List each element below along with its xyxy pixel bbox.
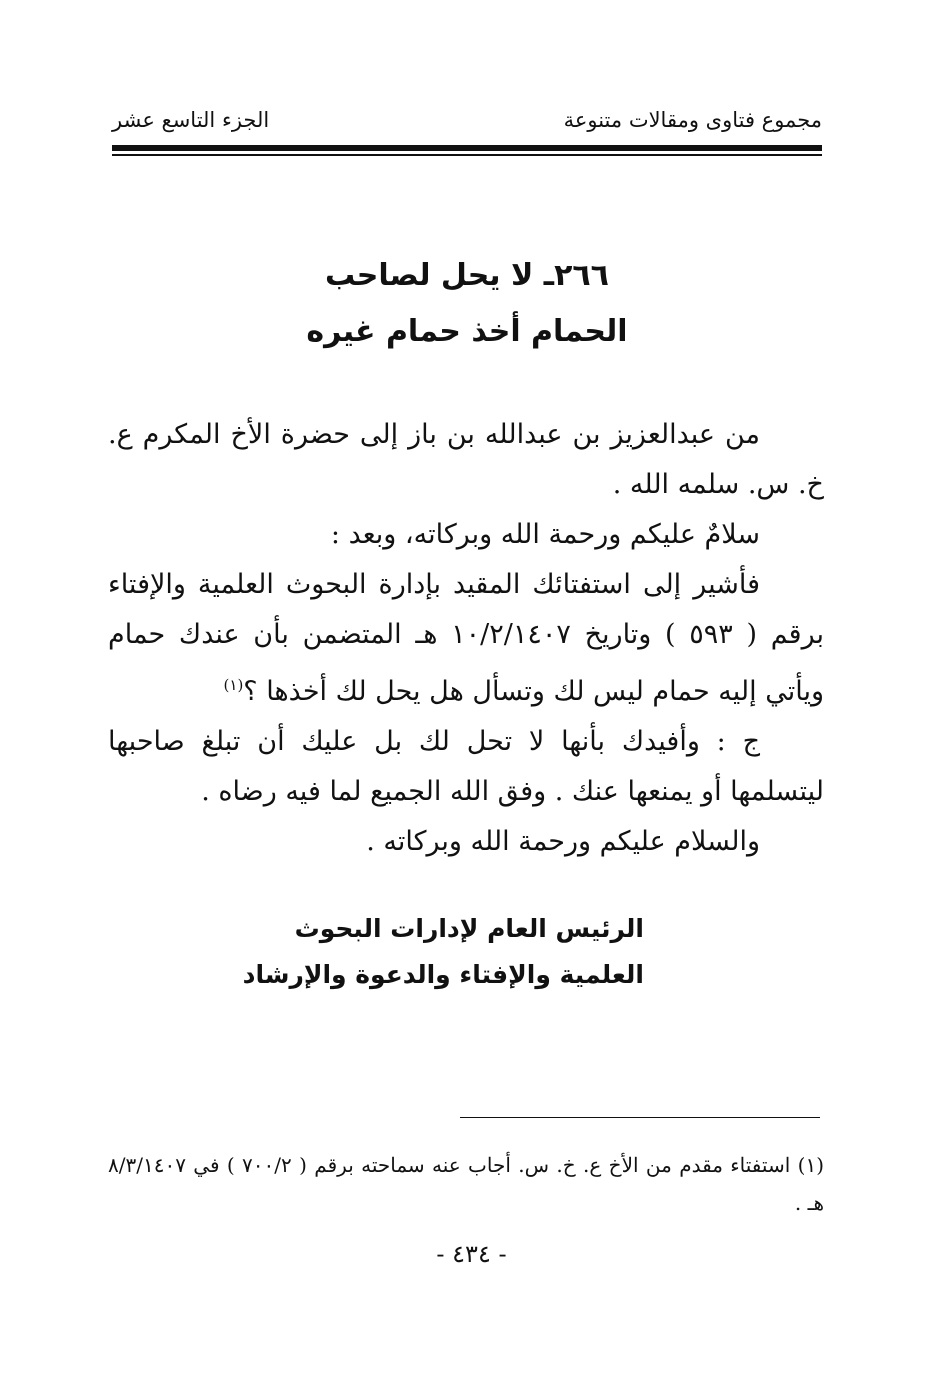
question-text: فأشير إلى استفتائك المقيد بإدارة البحوث العلمية والإفتاء برقم ( ٥٩٣ ) وتاريخ ١٠/٢/١٤٠٧ هـ المتضمن بأن عندك حمام ويأتي إليه حمام ليس لك وتسأل هل يحل لك أخذها ؟ (108, 569, 824, 707)
footnote-separator (460, 1117, 820, 1118)
signature-block (112, 906, 822, 998)
title-line-2: الحمام أخذ حمام غيره (306, 314, 628, 349)
signature-line-2: العلمية والإفتاء والدعوة والإرشاد (242, 960, 644, 989)
letter-answer: ج : وأفيدك بأنها لا تحل لك بل عليك أن تبلغ صاحبها ليتسلمها أو يمنعها عنك . وفق الله الجميع لما فيه رضاه . (108, 726, 824, 807)
signature-line-1: الرئيس العام لإدارات البحوث (294, 914, 644, 943)
letter-greeting: سلامٌ عليكم ورحمة الله وبركاته، وبعد : (330, 519, 760, 550)
footnote-reference: (١) (223, 676, 244, 694)
volume-label: الجزء التاسع عشر (112, 108, 270, 132)
letter-question (108, 560, 824, 717)
footnote-text: (١) استفتاء مقدم من الأخ ع. خ. س. أجاب عنه سماحته برقم ( ٧٠٠/٢ ) في ٨/٣/١٤٠٧ هـ . (108, 1153, 824, 1215)
letter-body (108, 410, 824, 867)
title-line-1: ٢٦٦ـ لا يحل لصاحب (325, 258, 609, 293)
page-number: - ٤٣٤ - (436, 1240, 507, 1268)
header-rule-thick (112, 145, 822, 151)
article-title (112, 248, 822, 360)
header-rule-thin (112, 154, 822, 156)
letter-closing: والسلام عليكم ورحمة الله وبركاته . (366, 826, 760, 857)
letter-opening: من عبدالعزيز بن عبدالله بن باز إلى حضرة الأخ المكرم ع. خ. س. سلمه الله . (108, 419, 824, 500)
footnote (108, 1146, 824, 1222)
collection-title: مجموع فتاوى ومقالات متنوعة (563, 108, 822, 132)
running-header (112, 108, 822, 142)
